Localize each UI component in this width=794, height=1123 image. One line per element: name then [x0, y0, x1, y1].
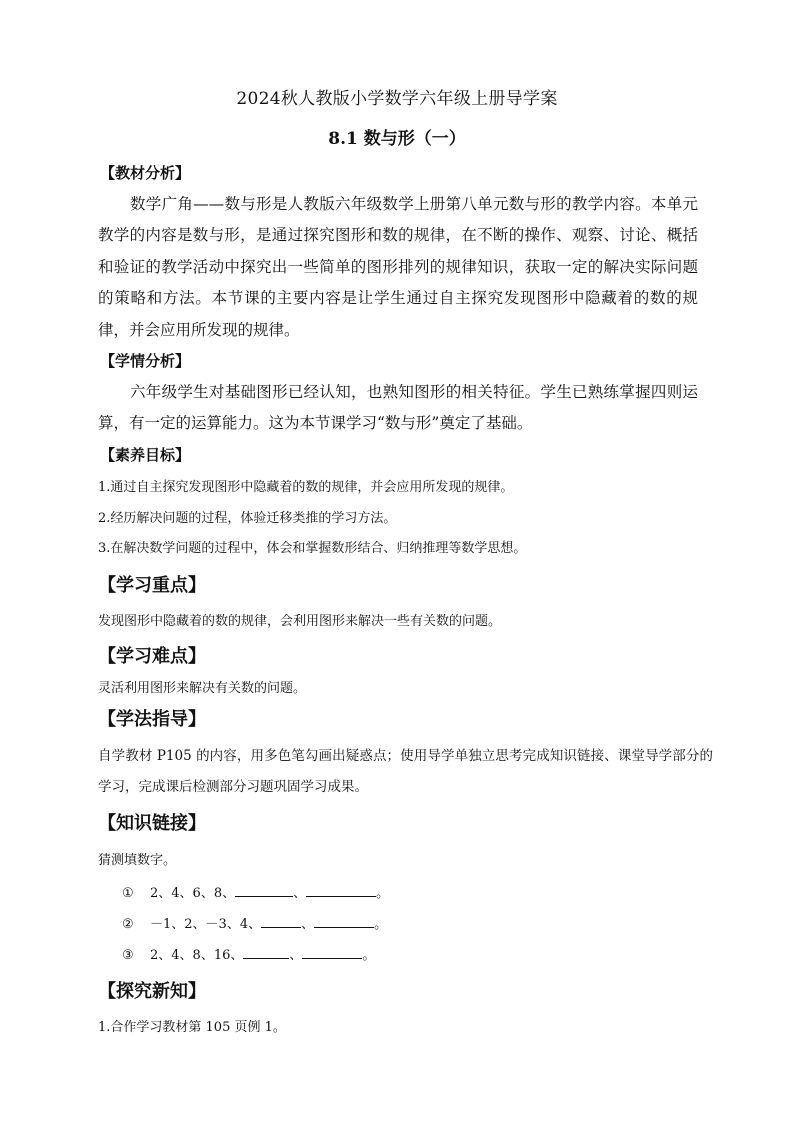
sequence-item-3: [122, 945, 375, 965]
paragraph-learner-analysis: 六年级学生对基础图形已经认知，也熟知图形的相关特征。学生已熟练掌握四则运算，有一定的运算能力。这为本节课学习“数与形”奠定了基础。: [98, 383, 698, 433]
sequence-item-1: [122, 883, 389, 903]
item-number: ③: [122, 948, 134, 963]
answer-blank[interactable]: [261, 914, 301, 928]
heading-explore: 【探究新知】: [98, 981, 206, 1002]
period: 。: [374, 917, 388, 932]
goal-item: 3.在解决数学问题的过程中，体会和掌握数形结合、归纳推理等数学思想。: [98, 541, 527, 556]
heading-material-analysis: 【教材分析】: [100, 164, 191, 182]
explore-item: 1.合作学习教材第 105 页例 1。: [98, 1020, 286, 1035]
separator: 、: [293, 886, 307, 901]
sequence-terms: －1、2、－3、4、: [150, 917, 262, 932]
period: 。: [362, 948, 376, 963]
heading-key-point: 【学习重点】: [98, 575, 206, 596]
answer-blank[interactable]: [243, 945, 289, 959]
key-point-text: 发现图形中隐藏着的数的规律，会利用图形来解决一些有关数的问题。: [98, 614, 502, 629]
sequence-item-2: [122, 914, 387, 934]
goal-item: 2.经历解决问题的过程，体验迁移类推的学习方法。: [98, 511, 397, 526]
paragraph-material-analysis: 数学广角——数与形是人教版六年级数学上册第八单元数与形的教学内容。本单元教学的内容是数与形，是通过探究图形和数的规律，在不断的操作、观察、讨论、概括和验证的教学活动中探究出一些简单的图形排列的规律知识，获取一定的解决实际问题的策略和方法。本节课的主要内容是让学生通过自主探究发现图形中隐藏着的数的规律，并会应用所发现的规律。: [98, 195, 698, 339]
heading-knowledge-link: 【知识链接】: [98, 813, 206, 834]
answer-blank[interactable]: [314, 914, 374, 928]
sequence-terms: 2、4、6、8、: [150, 886, 236, 901]
item-number: ②: [122, 917, 134, 932]
period: 。: [376, 886, 390, 901]
heading-learner-analysis: 【学情分析】: [100, 352, 191, 370]
heading-method: 【学法指导】: [98, 709, 206, 730]
difficulty-text: 灵活利用图形来解决有关数的问题。: [98, 681, 307, 696]
heading-goals: 【素养目标】: [100, 446, 191, 464]
separator: 、: [301, 917, 315, 932]
item-number: ①: [122, 886, 134, 901]
answer-blank[interactable]: [235, 883, 293, 897]
heading-difficulty: 【学习难点】: [98, 646, 206, 667]
answer-blank[interactable]: [302, 945, 362, 959]
separator: 、: [289, 948, 303, 963]
lesson-title: 8.1 数与形（一）: [328, 129, 466, 149]
goal-item: 1.通过自主探究发现图形中隐藏着的数的规律，并会应用所发现的规律。: [98, 480, 514, 495]
knowledge-intro: 猜测填数字。: [98, 853, 177, 868]
answer-blank[interactable]: [306, 883, 376, 897]
method-text: 自学教材 P105 的内容，用多色笔勾画出疑惑点；使用导学单独立思考完成知识链接、课堂导学部分的学习，完成课后检测部分习题巩固学习成果。: [98, 748, 713, 795]
sequence-terms: 2、4、8、16、: [150, 948, 244, 963]
document-title: 2024秋人教版小学数学六年级上册导学案: [236, 89, 558, 109]
